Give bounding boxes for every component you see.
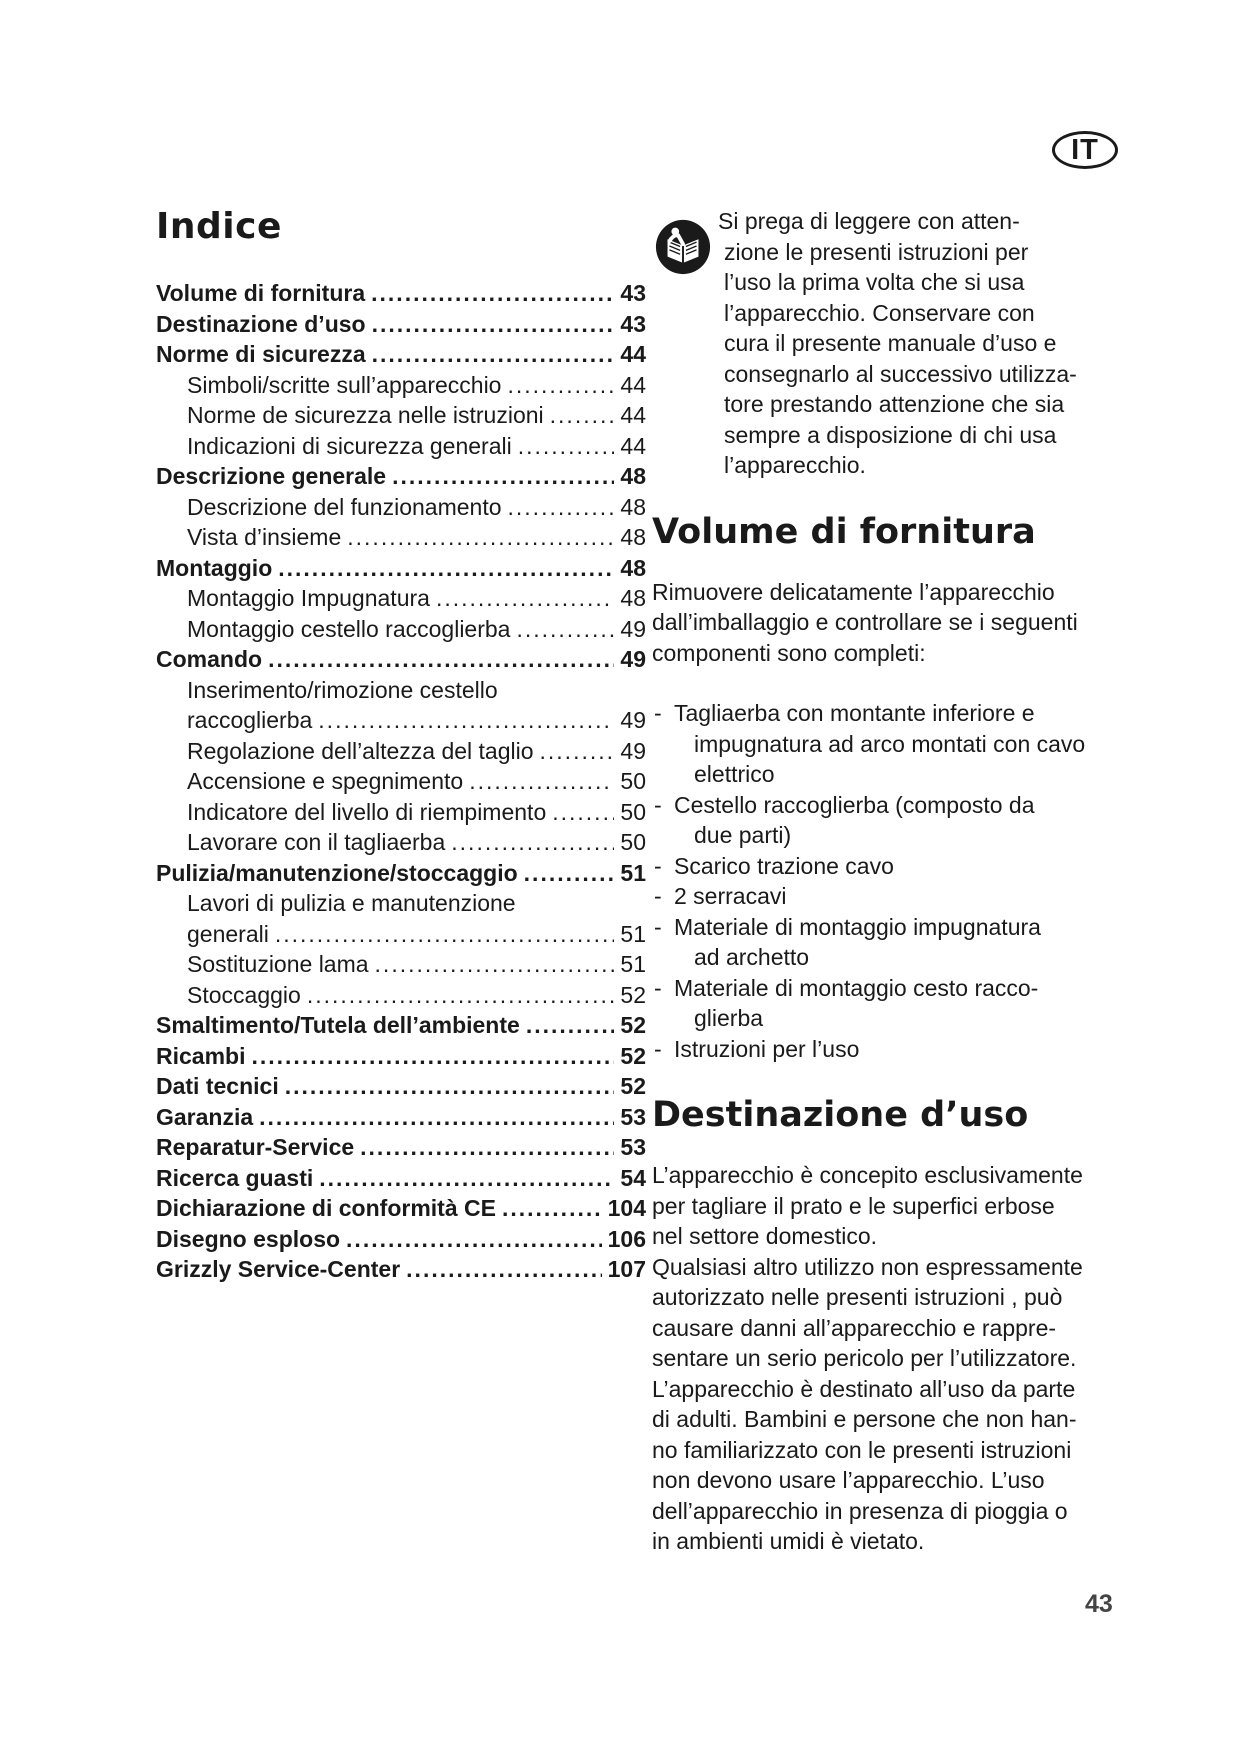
intro-line: l’apparecchio. bbox=[724, 452, 866, 478]
toc-entry bbox=[156, 614, 646, 645]
toc-leader bbox=[251, 1041, 614, 1072]
delivery-item-line: - Istruzioni per l’uso bbox=[674, 1035, 860, 1062]
toc-leader bbox=[347, 522, 614, 553]
toc-entry-page: 50 bbox=[620, 798, 646, 825]
toc-entry bbox=[156, 1254, 646, 1285]
intended-use-line: L’apparecchio è destinato all’uso da parte bbox=[652, 1375, 1076, 1402]
intended-use-line: no familiarizzato con le presenti istruzioni bbox=[652, 1436, 1072, 1463]
intended-use-line: causare danni all’apparecchio e rappre- bbox=[652, 1314, 1057, 1341]
toc-entry bbox=[156, 949, 646, 980]
delivery-items bbox=[652, 698, 1132, 1064]
intro-line: zione le presenti istruzioni per bbox=[724, 238, 1029, 265]
table-of-contents bbox=[156, 202, 646, 1285]
toc-entry bbox=[156, 1163, 646, 1194]
delivery-item bbox=[652, 790, 1132, 851]
delivery-item-line: elettrico bbox=[694, 761, 775, 787]
delivery-item-line: due parti) bbox=[694, 822, 792, 848]
toc-leader bbox=[259, 1102, 614, 1133]
delivery-item bbox=[652, 698, 1132, 790]
toc-leader bbox=[371, 278, 614, 309]
right-column bbox=[652, 206, 1132, 1557]
language-badge: IT bbox=[1052, 131, 1118, 169]
toc-entry-page: 50 bbox=[620, 768, 646, 794]
toc-entry-title: Pulizia/manutenzione/stoccaggio bbox=[156, 859, 518, 886]
toc-entry-page: 44 bbox=[620, 341, 646, 367]
toc-entry-title: Grizzly Service-Center bbox=[156, 1256, 401, 1282]
delivery-item bbox=[652, 973, 1132, 1034]
toc-leader bbox=[469, 766, 614, 797]
toc-entry-page: 50 bbox=[620, 829, 646, 855]
intended-use-line: sentare un serio pericolo per l’utilizzatore. bbox=[652, 1345, 1077, 1371]
toc-entry bbox=[156, 400, 646, 431]
toc-entry-title: Indicatore del livello di riempimento bbox=[187, 798, 547, 825]
toc-entry-page: 48 bbox=[620, 463, 646, 489]
toc-entry bbox=[156, 736, 646, 767]
toc-entry-title: Montaggio cestello raccoglierba bbox=[187, 615, 511, 642]
toc-entry-page: 52 bbox=[620, 1042, 646, 1069]
delivery-item-line: - Tagliaerba con montante inferiore e bbox=[674, 700, 1035, 726]
page-number: 43 bbox=[1085, 1590, 1113, 1618]
toc-entry-title: Dati tecnici bbox=[156, 1073, 279, 1099]
delivery-item bbox=[652, 912, 1132, 973]
delivery-item bbox=[652, 881, 1132, 912]
toc-leader bbox=[318, 705, 614, 736]
toc-leader bbox=[406, 1254, 601, 1285]
toc-entry bbox=[156, 522, 646, 553]
toc-leader bbox=[550, 400, 615, 431]
toc-entry-title: Ricerca guasti bbox=[156, 1164, 314, 1191]
toc-leader bbox=[275, 919, 615, 950]
toc-entry-title: Norme di sicurezza bbox=[156, 341, 366, 367]
toc-entry bbox=[156, 644, 646, 675]
delivery-item-line: ad archetto bbox=[694, 944, 810, 970]
toc-entry-title: generali bbox=[187, 920, 269, 947]
toc-leader bbox=[319, 1163, 614, 1194]
delivery-item-line: glierba bbox=[694, 1005, 764, 1031]
toc-entry-page: 48 bbox=[620, 524, 646, 550]
toc-entry-title: Regolazione dell’altezza del taglio bbox=[187, 737, 534, 764]
toc-entry-page: 54 bbox=[620, 1164, 646, 1191]
toc-entry-page: 53 bbox=[620, 1103, 646, 1130]
toc-entry bbox=[156, 492, 646, 523]
toc-leader bbox=[307, 980, 615, 1011]
intended-use-heading: Destinazione d’uso bbox=[652, 1095, 1029, 1135]
toc-entry bbox=[156, 797, 646, 828]
toc-entry-title: Montaggio Impugnatura bbox=[187, 585, 430, 611]
toc-entry-page: 49 bbox=[620, 707, 646, 733]
toc-leader bbox=[516, 614, 614, 645]
delivery-item-line: - Materiale di montaggio impugnatura bbox=[674, 913, 1041, 940]
toc-leader bbox=[360, 1132, 614, 1163]
toc-entry-title: Comando bbox=[156, 646, 263, 672]
toc-entry-title: Descrizione del funzionamento bbox=[187, 493, 502, 520]
toc-leader bbox=[552, 797, 614, 828]
toc-leader bbox=[372, 309, 615, 340]
toc-entry bbox=[156, 1071, 646, 1102]
toc-leader bbox=[526, 1010, 615, 1041]
toc-entry bbox=[156, 766, 646, 797]
toc-leader bbox=[278, 553, 614, 584]
intro-line: Si prega di leggere con atten- bbox=[718, 208, 1020, 234]
toc-entry-page: 43 bbox=[620, 280, 646, 306]
toc-entry-page: 107 bbox=[607, 1256, 646, 1282]
toc-entry-page: 51 bbox=[620, 951, 646, 977]
delivery-item bbox=[652, 851, 1132, 882]
toc-leader bbox=[507, 370, 614, 401]
toc-leader bbox=[285, 1071, 615, 1102]
intro-line: consegnarlo al successivo utilizza- bbox=[724, 360, 1077, 387]
toc-entry-page: 48 bbox=[620, 585, 646, 611]
delivery-item-line: impugnatura ad arco montati con cavo bbox=[694, 730, 1086, 757]
toc-entry bbox=[156, 675, 646, 706]
toc-leader bbox=[346, 1224, 602, 1255]
intro-notice bbox=[652, 206, 1132, 481]
intended-use-line: non devono usare l’apparecchio. L’uso bbox=[652, 1467, 1045, 1493]
toc-entry-title: raccoglierba bbox=[187, 707, 313, 733]
toc-entry-title: Destinazione d’uso bbox=[156, 310, 366, 337]
delivery-item-line: - 2 serracavi bbox=[674, 883, 787, 909]
delivery-intro-line: componenti sono completi: bbox=[652, 639, 926, 666]
toc-entry-page: 49 bbox=[620, 615, 646, 642]
toc-entry bbox=[156, 705, 646, 736]
toc-entry-title: Garanzia bbox=[156, 1103, 254, 1130]
toc-entry-title: Reparatur-Service bbox=[156, 1134, 355, 1160]
toc-entry-title: Norme de sicurezza nelle istruzioni bbox=[187, 402, 544, 428]
delivery-item-line: - Scarico trazione cavo bbox=[674, 852, 894, 879]
toc-entry-page: 44 bbox=[620, 371, 646, 398]
toc-entry bbox=[156, 1132, 646, 1163]
delivery-item bbox=[652, 1034, 1132, 1065]
toc-entry bbox=[156, 919, 646, 950]
toc-entry-page: 106 bbox=[607, 1225, 646, 1252]
delivery-intro bbox=[652, 577, 1132, 669]
toc-leader bbox=[392, 461, 614, 492]
toc-entry bbox=[156, 980, 646, 1011]
toc-entry bbox=[156, 858, 646, 889]
delivery-item-line: - Materiale di montaggio cesto racco- bbox=[674, 974, 1039, 1001]
intended-use-line: in ambienti umidi è vietato. bbox=[652, 1528, 925, 1554]
toc-entry-title: Ricambi bbox=[156, 1042, 246, 1069]
intended-use-line: di adulti. Bambini e persone che non han- bbox=[652, 1406, 1077, 1432]
delivery-intro-line: Rimuovere delicatamente l’apparecchio bbox=[652, 578, 1055, 605]
toc-entry-page: 104 bbox=[607, 1195, 646, 1221]
toc-entry-page: 48 bbox=[620, 554, 646, 581]
toc-entry-page: 53 bbox=[620, 1134, 646, 1160]
toc-entry-page: 49 bbox=[620, 646, 646, 672]
toc-entry bbox=[156, 827, 646, 858]
toc-entry-title: Lavorare con il tagliaerba bbox=[187, 829, 446, 855]
intended-use-line: Qualsiasi altro utilizzo non espressamente bbox=[652, 1253, 1083, 1280]
toc-entry-title: Stoccaggio bbox=[187, 981, 301, 1008]
intro-line: tore prestando attenzione che sia bbox=[724, 391, 1065, 417]
toc-entry bbox=[156, 431, 646, 462]
toc-entry-title: Vista d’insieme bbox=[187, 524, 342, 550]
toc-entry-title: Volume di fornitura bbox=[156, 280, 366, 306]
toc-entry bbox=[156, 1041, 646, 1072]
toc-leader bbox=[540, 736, 615, 767]
toc-leader bbox=[268, 644, 614, 675]
toc-entry-title: Inserimento/rimozione cestello bbox=[187, 676, 498, 703]
toc-leader bbox=[518, 431, 615, 462]
intended-use-text bbox=[652, 1160, 1132, 1557]
toc-entry-page: 52 bbox=[620, 1012, 646, 1038]
intended-use-line: nel settore domestico. bbox=[652, 1223, 878, 1249]
intro-line: sempre a disposizione di chi usa bbox=[724, 421, 1057, 448]
toc-entry-title: Sostituzione lama bbox=[187, 951, 369, 977]
toc-leader bbox=[524, 858, 615, 889]
toc-leader bbox=[436, 583, 614, 614]
toc-entry-title: Disegno esploso bbox=[156, 1225, 341, 1252]
toc-entry bbox=[156, 1010, 646, 1041]
toc-entry-title: Smaltimento/Tutela dell’ambiente bbox=[156, 1012, 520, 1038]
delivery-intro-line: dall’imballaggio e controllare se i seguenti bbox=[652, 609, 1078, 635]
toc-title: Indice bbox=[156, 206, 282, 247]
intended-use-line: autorizzato nelle presenti istruzioni , può bbox=[652, 1284, 1063, 1310]
toc-entry bbox=[156, 553, 646, 584]
toc-entry bbox=[156, 1193, 646, 1224]
toc-entry bbox=[156, 309, 646, 340]
toc-list bbox=[156, 278, 646, 1285]
toc-leader bbox=[508, 492, 615, 523]
toc-entry-page: 43 bbox=[620, 310, 646, 337]
delivery-heading: Volume di fornitura bbox=[652, 511, 1036, 552]
intro-line: cura il presente manuale d’uso e bbox=[724, 330, 1057, 356]
toc-entry bbox=[156, 888, 646, 919]
toc-entry bbox=[156, 1102, 646, 1133]
toc-entry-page: 44 bbox=[620, 432, 646, 459]
toc-leader bbox=[372, 339, 615, 370]
toc-entry-page: 52 bbox=[620, 1073, 646, 1099]
toc-entry-page: 52 bbox=[620, 981, 646, 1008]
toc-entry-title: Lavori di pulizia e manutenzione bbox=[187, 890, 516, 916]
intro-line: l’apparecchio. Conservare con bbox=[724, 299, 1035, 326]
read-manual-icon bbox=[654, 218, 712, 276]
delivery-item-line: - Cestello raccoglierba (composto da bbox=[674, 791, 1035, 818]
toc-entry bbox=[156, 339, 646, 370]
toc-entry-page: 49 bbox=[620, 737, 646, 764]
intended-use-line: dell’apparecchio in presenza di pioggia o bbox=[652, 1497, 1068, 1524]
toc-leader bbox=[375, 949, 615, 980]
toc-entry bbox=[156, 370, 646, 401]
toc-entry-title: Accensione e spegnimento bbox=[187, 768, 464, 794]
toc-entry-page: 48 bbox=[620, 493, 646, 520]
toc-entry-page: 51 bbox=[620, 920, 646, 947]
toc-entry-title: Dichiarazione di conformità CE bbox=[156, 1195, 496, 1221]
toc-leader bbox=[451, 827, 614, 858]
intro-text bbox=[718, 206, 1132, 481]
toc-entry-page: 44 bbox=[620, 402, 646, 428]
toc-entry-title: Descrizione generale bbox=[156, 463, 387, 489]
toc-entry-title: Indicazioni di sicurezza generali bbox=[187, 432, 512, 459]
toc-entry-title: Simboli/scritte sull’apparecchio bbox=[187, 371, 502, 398]
toc-entry bbox=[156, 583, 646, 614]
toc-entry-title: Montaggio bbox=[156, 554, 273, 581]
toc-entry bbox=[156, 461, 646, 492]
toc-entry bbox=[156, 1224, 646, 1255]
intended-use-line: L’apparecchio è concepito esclusivamente bbox=[652, 1162, 1083, 1188]
toc-entry bbox=[156, 278, 646, 309]
toc-leader bbox=[502, 1193, 602, 1224]
intro-line: l’uso la prima volta che si usa bbox=[724, 269, 1025, 295]
toc-entry-page: 51 bbox=[620, 859, 646, 886]
intended-use-line: per tagliare il prato e le superfici erbose bbox=[652, 1192, 1055, 1219]
